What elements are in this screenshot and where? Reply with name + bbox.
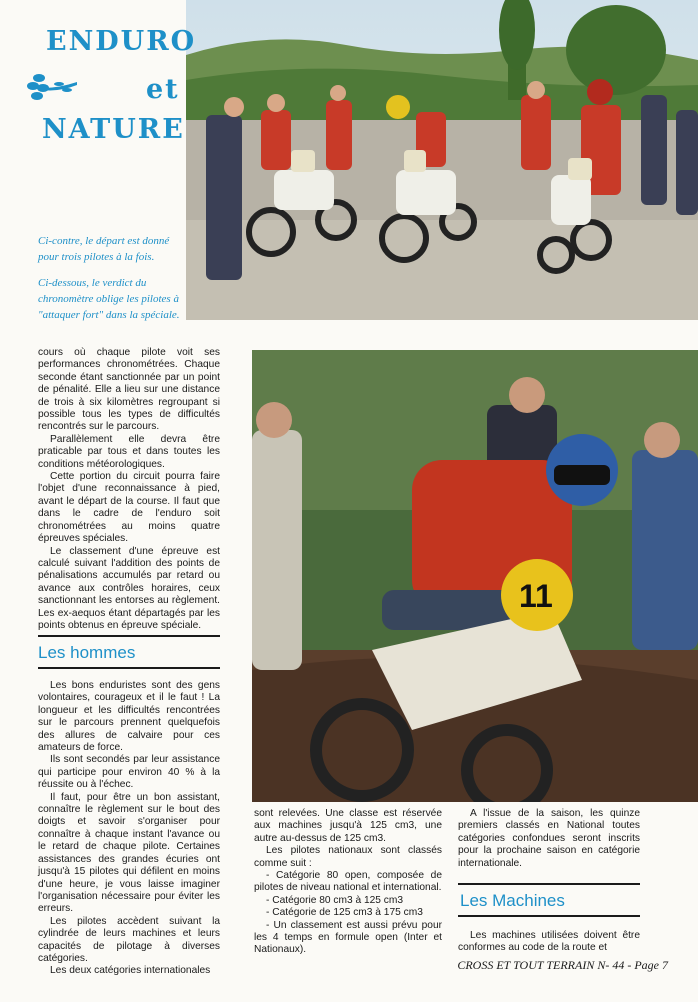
title-line-2: et: [146, 74, 180, 105]
paragraph: - Catégorie 80 cm3 à 125 cm3: [266, 894, 404, 906]
article-title: [20, 18, 197, 148]
paragraph: Les bons enduristes sont des gens volontaires, courageux et il le faut ! La longueur et les difficultés rencontrées sur le parcours prennent quelquefois des allures de calvaire pour ces amateurs de force.: [38, 680, 220, 754]
paragraph: - Catégorie 80 open, composée de pilotes de niveau national et international.: [254, 870, 442, 894]
flower-ornament-icon: [25, 68, 81, 108]
title-line-3: NATURE: [42, 114, 185, 145]
title-line-1: ENDURO: [46, 26, 197, 57]
paragraph: Ils sont secondés par leur assistance qui participe pour environ 40 % à la réussite ou à l'échec.: [38, 754, 220, 791]
right-column-top: [458, 808, 640, 870]
paragraph: Les machines utilisées doivent être conformes au code de la route et: [458, 930, 640, 954]
paragraph: A l'issue de la saison, les quinze premiers classés en National toutes catégories confondues seront inscrits pour la prochaine saison en catégorie internationale.: [458, 808, 640, 869]
paragraph: sont relevées. Une classe est réservée aux machines jusqu'à 125 cm3, une autre au-dessus de 125 cm3.: [254, 808, 442, 844]
divider: [458, 915, 640, 917]
middle-column: [254, 808, 442, 957]
paragraph: Les pilotes accèdent suivant la cylindrée de leurs machines et leurs capacités de pilotage à diverses catégories.: [38, 915, 220, 964]
bike-number-plate: 11: [519, 578, 553, 614]
paragraph: Les pilotes nationaux sont classés comme suit :: [254, 845, 442, 869]
caption-bottom: Ci-dessous, le verdict du chronomètre oblige les pilotes à "attaquer fort" dans la spéciale.: [38, 277, 180, 321]
photo-rider-11: [252, 350, 698, 802]
paragraph: Cette portion du circuit pourra faire l'objet d'une reconnaissance à pied, avant le départ de la course. Il faut que dans le cadre de l'enduro soit chronométrées au moins quatre épreuves spéciales.: [38, 471, 220, 545]
paragraph: Les deux catégories internationales: [50, 965, 211, 977]
photo-enduro-start: [186, 0, 698, 320]
paragraph: Il faut, pour être un bon assistant, connaître le règlement sur le bout des doigts et savoir s'organiser pour connaître à chaque instant l'avance ou le retard de chaque pilote. Certaines assistances des grandes écuries ont jusqu'à 15 pilotes qui défilent en moins d'une heure, je vous laisse imaginer l'organisation nécessaire pour éviter les erreurs.: [38, 791, 220, 915]
paragraph: - Un classement est aussi prévu pour les 4 temps en formule open (Inter et Nationaux).: [254, 919, 442, 956]
left-column-bottom: [38, 680, 220, 978]
section-heading-hommes: Les hommes: [38, 643, 136, 662]
caption-top: Ci-contre, le départ est donné pour trois pilotes à la fois.: [38, 235, 170, 263]
paragraph: Parallèlement elle devra être praticable par tous et dans toutes les conditions météorologiques.: [38, 433, 220, 470]
divider: [38, 635, 220, 637]
paragraph: Le classement d'une épreuve est calculé suivant l'addition des points de pénalisations accumulés par retard ou avance aux contrôles horaires, ceux sanctionnant les entorses au règlement. Les ex-aequos étant départagés par les points obtenus en épreuve spéciale.: [38, 545, 220, 631]
section-heading-machines: Les Machines: [460, 891, 565, 910]
paragraph: cours où chaque pilote voit ses performances chronométrées. Chaque seconde étant sanctionnée par un point de pénalité. Elle a lieu sur une distance de trois à six kilomètres regroupant si possible tous les types de difficultés rencontrés sur le parcours.: [38, 347, 220, 433]
paragraph: - Catégorie de 125 cm3 à 175 cm3: [266, 907, 423, 919]
left-column-top: [38, 347, 220, 632]
divider: [38, 667, 220, 669]
divider: [458, 883, 640, 885]
right-column-bottom: [458, 930, 640, 955]
page-footer: CROSS ET TOUT TERRAIN N- 44 - Page 7: [457, 958, 668, 972]
